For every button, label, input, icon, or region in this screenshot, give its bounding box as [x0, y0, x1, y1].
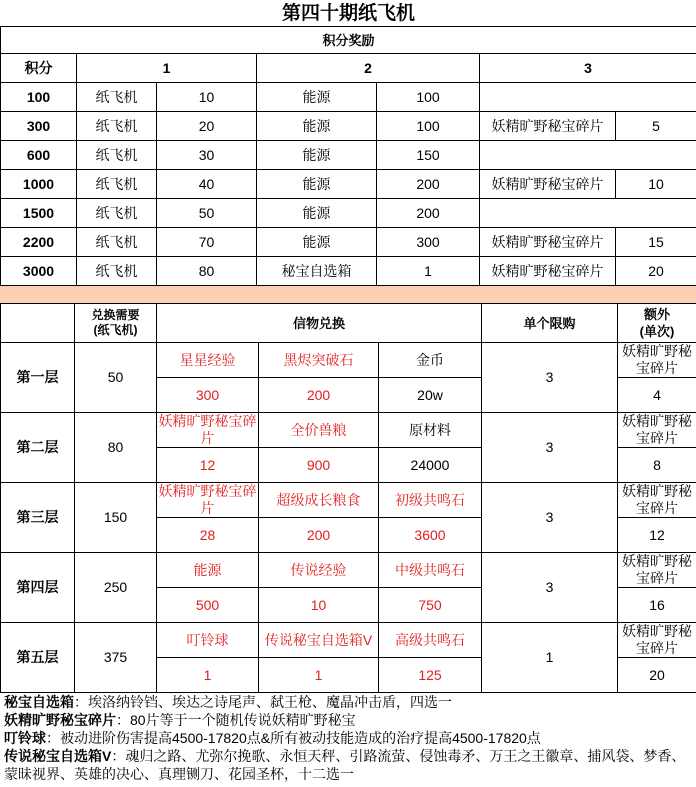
tier-cost: 375 — [75, 623, 157, 693]
exchange-item-qty: 10 — [259, 588, 379, 623]
extra-item: 妖精旷野秘宝碎片 — [618, 343, 696, 378]
exchange-item-qty: 500 — [157, 588, 259, 623]
exchange-item-qty: 125 — [379, 658, 482, 693]
extra-qty: 20 — [618, 658, 696, 693]
exchange-table — [0, 303, 696, 693]
reward-row — [1, 112, 696, 141]
reward-qty-1: 50 — [157, 199, 257, 228]
reward-qty-3: 20 — [616, 257, 696, 286]
extra-item: 妖精旷野秘宝碎片 — [618, 623, 696, 658]
tier-limit: 3 — [482, 553, 618, 623]
note-text: ：魂归之路、尤弥尔挽歌、永恒天秤、引路流萤、侵蚀毒矛、万王之王徽章、捕风袋、梦香、蒙昧视界、英雄的决心、真理铡刀、花园圣杯，十二选一 — [4, 748, 686, 782]
exchange-item-qty: 750 — [379, 588, 482, 623]
reward-qty-3: 10 — [616, 170, 696, 199]
col-cost-label: 兑换需要 (纸飞机) — [91, 308, 140, 337]
extra-qty: 8 — [618, 448, 696, 483]
note-line — [4, 729, 694, 747]
extra-item: 妖精旷野秘宝碎片 — [618, 553, 696, 588]
tier-row — [1, 343, 696, 378]
reward-row — [1, 228, 696, 257]
tier-cost: 50 — [75, 343, 157, 413]
reward-qty-1: 10 — [157, 83, 257, 112]
exchange-item-name: 妖精旷野秘宝碎片 — [158, 483, 257, 516]
reward-qty-3: 15 — [616, 228, 696, 257]
tier-name: 第二层 — [1, 413, 75, 483]
exchange-item-name: 黑烬突破石 — [259, 343, 379, 378]
note-key: 叮铃球 — [4, 730, 46, 746]
exchange-item-qty: 24000 — [379, 448, 482, 483]
tier-row — [1, 413, 696, 448]
tier-row — [1, 483, 696, 518]
extra-item: 妖精旷野秘宝碎片 — [618, 483, 696, 518]
exchange-item-name: 传说秘宝自选箱V — [259, 623, 379, 658]
reward-row — [1, 141, 696, 170]
exchange-item-qty: 300 — [157, 378, 259, 413]
reward-item-1: 纸飞机 — [77, 83, 157, 112]
exchange-item-name: 原材料 — [379, 413, 482, 448]
tier-limit: 3 — [482, 343, 618, 413]
separator-band — [0, 286, 696, 303]
reward-row — [1, 170, 696, 199]
note-line — [4, 711, 694, 729]
note-line — [4, 693, 694, 711]
note-text: ：80片等于一个随机传说妖精旷野秘宝 — [116, 712, 356, 728]
notes — [4, 693, 694, 783]
extra-qty: 12 — [618, 518, 696, 553]
exchange-item-name: 金币 — [379, 343, 482, 378]
exchange-item-name: 超级成长粮食 — [259, 483, 379, 518]
exchange-item-qty: 900 — [259, 448, 379, 483]
tier-cost: 80 — [75, 413, 157, 483]
exchange-item-qty: 28 — [157, 518, 259, 553]
reward-qty-3: 5 — [616, 112, 696, 141]
reward-item-3: 妖精旷野秘宝碎片 — [480, 228, 616, 257]
exchange-item-name: 全价兽粮 — [259, 413, 379, 448]
exchange-item-qty: 200 — [259, 518, 379, 553]
exchange-item-name: 初级共鸣石 — [379, 483, 482, 518]
reward-qty-2: 200 — [377, 170, 480, 199]
reward-item-1: 纸飞机 — [77, 228, 157, 257]
col-cost-header — [75, 304, 157, 343]
tier-row — [1, 553, 696, 588]
col-2-header: 2 — [257, 54, 480, 83]
reward-item-1: 纸飞机 — [77, 199, 157, 228]
reward-qty-2: 1 — [377, 257, 480, 286]
exchange-item-qty: 1 — [157, 658, 259, 693]
reward-item-3: 妖精旷野秘宝碎片 — [480, 170, 616, 199]
tier-limit: 3 — [482, 483, 618, 553]
note-key: 秘宝自选箱 — [4, 694, 74, 710]
reward-qty-1: 80 — [157, 257, 257, 286]
reward-item-2: 能源 — [257, 170, 377, 199]
tier-header-blank — [1, 304, 75, 343]
reward-empty — [480, 199, 696, 228]
tier-name: 第四层 — [1, 553, 75, 623]
reward-points: 1500 — [1, 199, 77, 228]
reward-item-3: 妖精旷野秘宝碎片 — [480, 257, 616, 286]
reward-item-1: 纸飞机 — [77, 170, 157, 199]
exchange-item-name: 中级共鸣石 — [379, 553, 482, 588]
tier-name: 第三层 — [1, 483, 75, 553]
exchange-item-name: 妖精旷野秘宝碎片 — [158, 413, 257, 446]
col-items-header: 信物兑换 — [157, 304, 482, 343]
reward-points: 100 — [1, 83, 77, 112]
reward-item-1: 纸飞机 — [77, 112, 157, 141]
reward-points: 300 — [1, 112, 77, 141]
exchange-item-qty: 1 — [259, 658, 379, 693]
exchange-item-name: 星星经验 — [157, 343, 259, 378]
note-text: ：埃洛纳铃铛、埃达之诗尾声、弑王枪、魔晶冲击盾，四选一 — [74, 694, 452, 710]
tier-name: 第一层 — [1, 343, 75, 413]
reward-row — [1, 199, 696, 228]
reward-item-1: 纸飞机 — [77, 257, 157, 286]
tier-row — [1, 623, 696, 658]
reward-item-2: 能源 — [257, 112, 377, 141]
col-points-header: 积分 — [1, 54, 77, 83]
exchange-item-qty: 200 — [259, 378, 379, 413]
rewards-table — [0, 0, 696, 286]
reward-qty-1: 70 — [157, 228, 257, 257]
tier-cost: 150 — [75, 483, 157, 553]
note-text: ：被动进阶伤害提高4500-17820点&所有被动技能造成的治疗提高4500-17820点 — [46, 730, 541, 746]
reward-qty-1: 40 — [157, 170, 257, 199]
reward-qty-2: 100 — [377, 83, 480, 112]
exchange-item-qty: 3600 — [379, 518, 482, 553]
reward-qty-1: 20 — [157, 112, 257, 141]
reward-points: 2200 — [1, 228, 77, 257]
rewards-header: 积分奖励 — [1, 27, 696, 54]
reward-qty-2: 300 — [377, 228, 480, 257]
col-3-header: 3 — [480, 54, 696, 83]
extra-qty: 4 — [618, 378, 696, 413]
extra-qty: 16 — [618, 588, 696, 623]
exchange-item-name: 能源 — [157, 553, 259, 588]
reward-row — [1, 257, 696, 286]
reward-item-1: 纸飞机 — [77, 141, 157, 170]
col-limit-header: 单个限购 — [482, 304, 618, 343]
reward-empty — [480, 83, 696, 112]
exchange-item-name: 传说经验 — [259, 553, 379, 588]
reward-qty-1: 30 — [157, 141, 257, 170]
reward-item-2: 秘宝自选箱 — [257, 257, 377, 286]
reward-row — [1, 83, 696, 112]
reward-points: 600 — [1, 141, 77, 170]
reward-item-2: 能源 — [257, 199, 377, 228]
note-line — [4, 747, 694, 783]
tier-name: 第五层 — [1, 623, 75, 693]
col-extra-label: 额外 (单次) — [639, 307, 675, 339]
reward-item-3: 妖精旷野秘宝碎片 — [480, 112, 616, 141]
exchange-item-name: 叮铃球 — [157, 623, 259, 658]
reward-points: 1000 — [1, 170, 77, 199]
reward-qty-2: 150 — [377, 141, 480, 170]
tier-limit: 1 — [482, 623, 618, 693]
extra-item: 妖精旷野秘宝碎片 — [618, 413, 696, 448]
reward-item-2: 能源 — [257, 141, 377, 170]
col-1-header: 1 — [77, 54, 257, 83]
page-title: 第四十期纸飞机 — [1, 0, 696, 27]
exchange-item-qty: 20w — [379, 378, 482, 413]
reward-qty-2: 100 — [377, 112, 480, 141]
exchange-item-name: 高级共鸣石 — [379, 623, 482, 658]
reward-qty-2: 200 — [377, 199, 480, 228]
tier-limit: 3 — [482, 413, 618, 483]
note-key: 传说秘宝自选箱V — [4, 748, 112, 764]
reward-points: 3000 — [1, 257, 77, 286]
tier-cost: 250 — [75, 553, 157, 623]
reward-item-2: 能源 — [257, 83, 377, 112]
exchange-item-qty: 12 — [157, 448, 259, 483]
col-extra-header — [618, 304, 696, 343]
reward-empty — [480, 141, 696, 170]
note-key: 妖精旷野秘宝碎片 — [4, 712, 116, 728]
reward-item-2: 能源 — [257, 228, 377, 257]
